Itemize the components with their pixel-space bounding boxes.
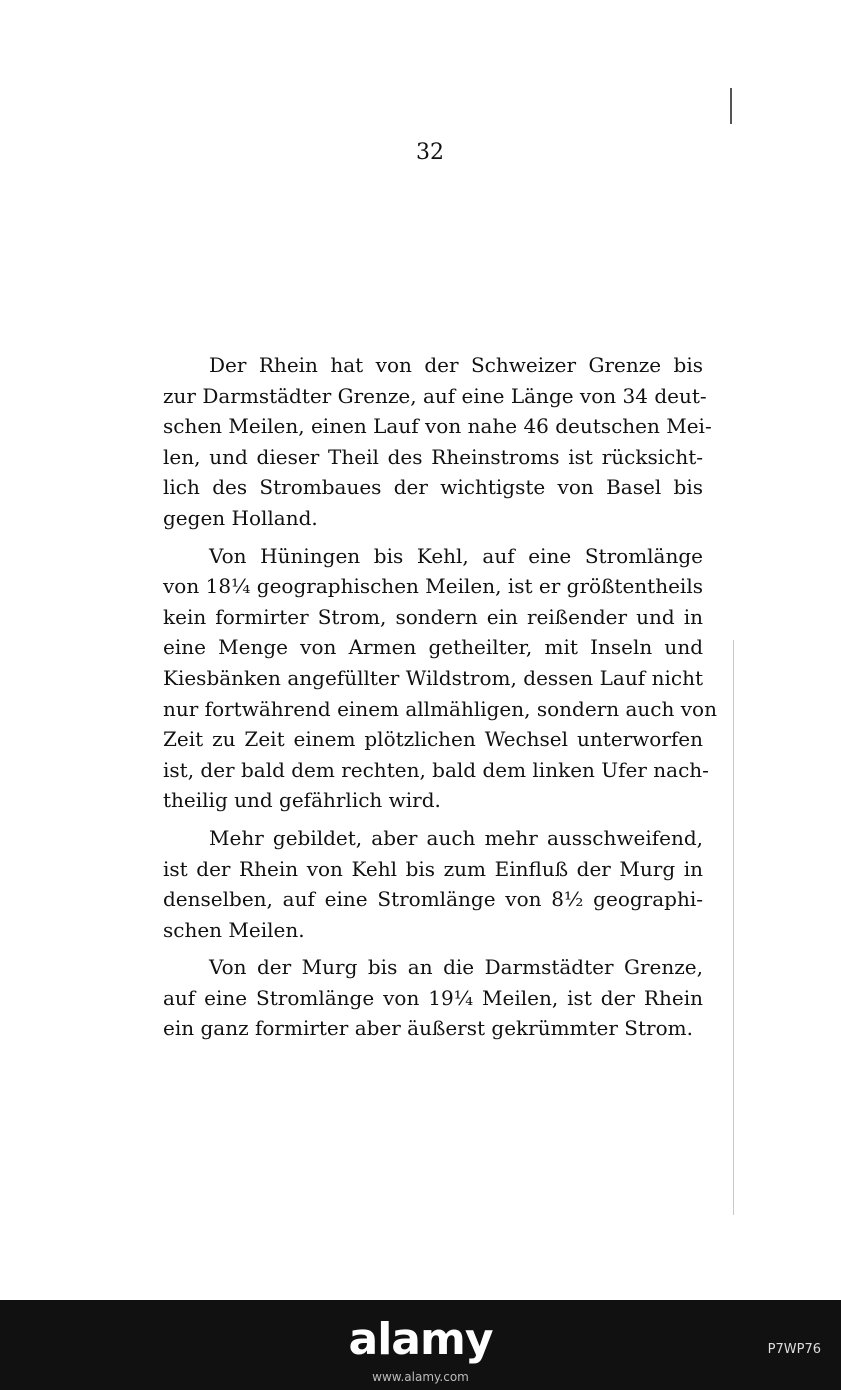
text-line: Kiesbänken angefüllter Wildstrom, dessen Lauf nicht xyxy=(163,665,703,690)
image-id: P7WP76 xyxy=(767,1342,821,1357)
paragraph-1 xyxy=(163,350,712,534)
text-line: von 18¼ geographischen Meilen, ist er größtentheils xyxy=(163,574,703,599)
text-line: Zeit zu Zeit einem plötzlichen Wechsel unterworfen xyxy=(163,727,703,752)
watermark-url: www.alamy.com xyxy=(372,1370,469,1384)
text-line: theilig und gefährlich wird. xyxy=(163,788,441,813)
watermark-banner xyxy=(0,1300,841,1390)
text-line: zur Darmstädter Grenze, auf eine Länge von 34 deut- xyxy=(163,383,707,408)
paragraph-3 xyxy=(163,823,703,945)
text-line: denselben, auf eine Stromlänge von 8½ geographi- xyxy=(163,887,703,912)
text-line: lich des Strombaues der wichtigste von Basel bis xyxy=(163,475,703,500)
text-line: Von Hüningen bis Kehl, auf eine Stromlänge xyxy=(209,543,703,568)
page-edge-mark xyxy=(730,88,732,124)
text-line: schen Meilen, einen Lauf von nahe 46 deutschen Mei- xyxy=(163,414,712,439)
text-line: nur fortwährend einem allmähligen, sondern auch von xyxy=(163,696,717,721)
text-line: ein ganz formirter aber äußerst gekrümmter Strom. xyxy=(163,1016,693,1041)
text-line: auf eine Stromlänge von 19¼ Meilen, ist der Rhein xyxy=(163,985,703,1010)
text-line: Mehr gebildet, aber auch mehr ausschweifend, xyxy=(209,825,703,850)
body-text xyxy=(163,350,717,1044)
paragraph-4 xyxy=(163,952,703,1044)
text-line: ist der Rhein von Kehl bis zum Einfluß der Murg in xyxy=(163,856,703,881)
text-line: ist, der bald dem rechten, bald dem linken Ufer nach- xyxy=(163,757,709,782)
text-line: kein formirter Strom, sondern ein reißender und in xyxy=(163,604,703,629)
paragraph-2 xyxy=(163,541,717,816)
text-line: gegen Holland. xyxy=(163,505,318,530)
alamy-logo: alamy xyxy=(348,1314,493,1365)
text-line: Von der Murg bis an die Darmstädter Grenze, xyxy=(209,955,703,980)
text-line: eine Menge von Armen getheilter, mit Inseln und xyxy=(163,635,703,660)
text-line: Der Rhein hat von der Schweizer Grenze bis xyxy=(209,353,703,377)
page-number: 32 xyxy=(416,140,444,165)
page-edge-line xyxy=(733,640,734,1215)
text-line: schen Meilen. xyxy=(163,917,305,942)
text-line: len, und dieser Theil des Rheinstroms ist rücksicht- xyxy=(163,444,703,469)
